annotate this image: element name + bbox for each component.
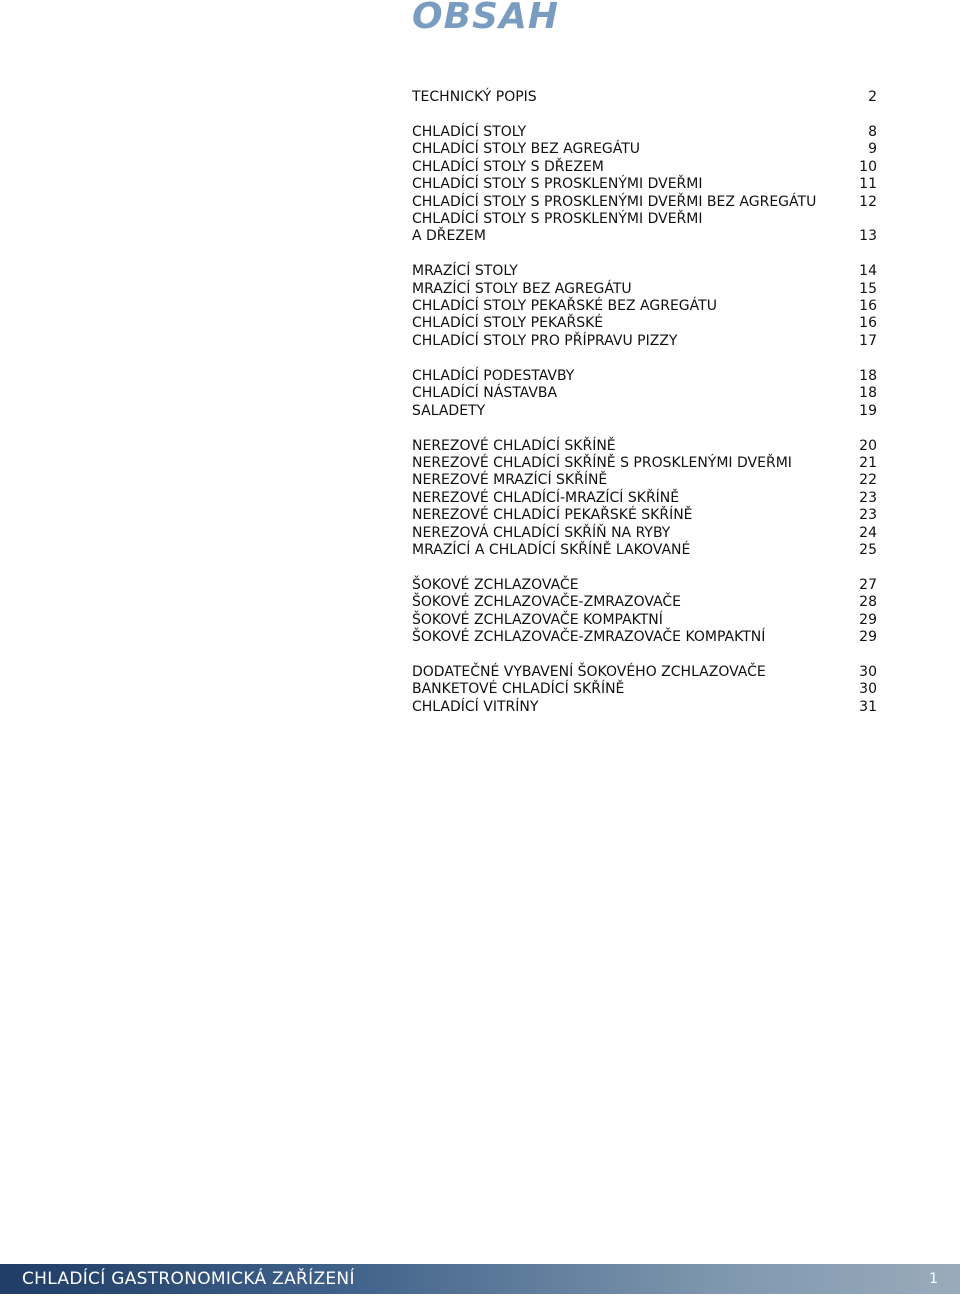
toc-entry-page: 17 bbox=[859, 332, 877, 349]
toc-entry[interactable] bbox=[412, 176, 877, 193]
toc-entry-page: 2 bbox=[868, 89, 877, 105]
toc-entry-title: CHLADÍCÍ STOLY PRO PŘÍPRAVU PIZZY bbox=[412, 332, 678, 349]
footer-bar bbox=[0, 1264, 960, 1294]
toc-entry-page: 16 bbox=[859, 315, 877, 332]
footer-page-number: 1 bbox=[929, 1271, 938, 1287]
toc-entry-title: NEREZOVÁ CHLADÍCÍ SKŘÍŇ NA RYBY bbox=[412, 524, 671, 541]
toc-entry[interactable] bbox=[412, 681, 877, 698]
toc-group bbox=[412, 368, 877, 420]
toc-entry[interactable] bbox=[412, 525, 877, 542]
toc-entry-title: DODATEČNÉ VYBAVENÍ ŠOKOVÉHO ZCHLAZOVAČE bbox=[412, 663, 766, 680]
toc-entry-title: MRAZÍCÍ STOLY bbox=[412, 263, 518, 280]
toc-entry-title: MRAZÍCÍ STOLY BEZ AGREGÁTU bbox=[412, 280, 632, 297]
toc-entry[interactable] bbox=[412, 699, 877, 716]
toc-entry[interactable] bbox=[412, 594, 877, 611]
toc-entry-title: NEREZOVÉ MRAZÍCÍ SKŘÍNĚ bbox=[412, 472, 608, 489]
toc-entry-title: CHLADÍCÍ NÁSTAVBA bbox=[412, 385, 558, 402]
toc-entry-page: 21 bbox=[859, 454, 877, 471]
toc-entry-page: 15 bbox=[859, 280, 877, 297]
toc-entry-title: SALADETY bbox=[412, 402, 486, 419]
toc-entry-page: 28 bbox=[859, 594, 877, 611]
toc-entry-page: 9 bbox=[868, 141, 877, 158]
toc-entry-title: CHLADÍCÍ VITRÍNY bbox=[412, 698, 539, 715]
toc-entry[interactable] bbox=[412, 281, 877, 298]
toc-entry[interactable] bbox=[412, 89, 877, 106]
toc-entry-title: MRAZÍCÍ A CHLADÍCÍ SKŘÍNĚ LAKOVANÉ bbox=[412, 541, 691, 558]
toc-entry[interactable] bbox=[412, 403, 877, 420]
toc-entry[interactable] bbox=[412, 472, 877, 489]
footer-title: CHLADÍCÍ GASTRONOMICKÁ ZAŘÍZENÍ bbox=[22, 1269, 355, 1289]
toc-entry-page: 24 bbox=[859, 524, 877, 541]
toc-entry[interactable] bbox=[412, 629, 877, 646]
toc-entry[interactable] bbox=[412, 438, 877, 455]
toc-entry-page: 14 bbox=[859, 263, 877, 280]
toc-entry-title: CHLADÍCÍ STOLY S DŘEZEM bbox=[412, 158, 604, 175]
toc-entry-title: NEREZOVÉ CHLADÍCÍ-MRAZÍCÍ SKŘÍNĚ bbox=[412, 489, 680, 506]
toc-entry[interactable] bbox=[412, 159, 877, 176]
toc-entry-title: ŠOKOVÉ ZCHLAZOVAČE-ZMRAZOVAČE bbox=[412, 594, 682, 611]
toc-entry[interactable] bbox=[412, 298, 877, 315]
toc-group bbox=[412, 89, 877, 106]
toc-entry[interactable] bbox=[412, 263, 877, 280]
toc-entry-page: 27 bbox=[859, 576, 877, 593]
toc-entry-page: 18 bbox=[859, 385, 877, 402]
toc-group bbox=[412, 438, 877, 560]
toc-entry-title: ŠOKOVÉ ZCHLAZOVAČE bbox=[412, 576, 579, 593]
toc-entry[interactable] bbox=[412, 490, 877, 507]
toc-entry-title: ŠOKOVÉ ZCHLAZOVAČE-ZMRAZOVAČE KOMPAKTNÍ bbox=[412, 629, 766, 646]
toc-entry-title: NEREZOVÉ CHLADÍCÍ SKŘÍNĚ bbox=[412, 437, 616, 454]
toc-entry-page: 18 bbox=[859, 367, 877, 384]
toc-entry-page: 16 bbox=[859, 298, 877, 315]
toc-entry-title: CHLADÍCÍ STOLY S PROSKLENÝMI DVEŘMI A DŘEZEM bbox=[412, 210, 703, 245]
toc-entry-page: 30 bbox=[859, 681, 877, 698]
toc-entry-title: CHLADÍCÍ PODESTAVBY bbox=[412, 367, 575, 384]
toc-entry-page: 11 bbox=[859, 176, 877, 193]
toc-entry-page: 29 bbox=[859, 629, 877, 646]
toc-entry[interactable] bbox=[412, 124, 877, 141]
toc-entry[interactable] bbox=[412, 455, 877, 472]
toc-entry-title: ŠOKOVÉ ZCHLAZOVAČE KOMPAKTNÍ bbox=[412, 611, 663, 628]
toc-entry-title: BANKETOVÉ CHLADÍCÍ SKŘÍNĚ bbox=[412, 681, 625, 698]
page-title: OBSAH bbox=[412, 0, 559, 37]
toc-entry[interactable] bbox=[412, 194, 877, 211]
toc-entry-title: NEREZOVÉ CHLADÍCÍ PEKAŘSKÉ SKŘÍNĚ bbox=[412, 507, 693, 524]
toc-entry-title: CHLADÍCÍ STOLY BEZ AGREGÁTU bbox=[412, 141, 641, 158]
toc-entry-title: CHLADÍCÍ STOLY S PROSKLENÝMI DVEŘMI bbox=[412, 176, 703, 193]
toc-entry-page: 8 bbox=[868, 123, 877, 140]
toc-group bbox=[412, 664, 877, 716]
toc-group bbox=[412, 124, 877, 246]
toc-entry-page: 10 bbox=[859, 158, 877, 175]
toc-group bbox=[412, 577, 877, 647]
toc-entry[interactable] bbox=[412, 542, 877, 559]
toc-entry-page: 20 bbox=[859, 437, 877, 454]
toc-group bbox=[412, 263, 877, 350]
toc-entry[interactable] bbox=[412, 315, 877, 332]
toc-entry[interactable] bbox=[412, 612, 877, 629]
toc-entry-title: CHLADÍCÍ STOLY PEKAŘSKÉ bbox=[412, 315, 604, 332]
toc-entry[interactable] bbox=[412, 577, 877, 594]
toc-entry-title: CHLADÍCÍ STOLY PEKAŘSKÉ BEZ AGREGÁTU bbox=[412, 298, 717, 315]
toc-entry[interactable] bbox=[412, 385, 877, 402]
toc-entry-page: 19 bbox=[859, 402, 877, 419]
toc-entry-page: 25 bbox=[859, 541, 877, 558]
toc-entry[interactable] bbox=[412, 333, 877, 350]
table-of-contents bbox=[412, 89, 877, 734]
toc-entry-page: 23 bbox=[859, 489, 877, 506]
toc-entry-title: CHLADÍCÍ STOLY S PROSKLENÝMI DVEŘMI BEZ AGREGÁTU bbox=[412, 193, 817, 210]
toc-entry[interactable] bbox=[412, 211, 877, 246]
toc-entry[interactable] bbox=[412, 507, 877, 524]
toc-entry-title: NEREZOVÉ CHLADÍCÍ SKŘÍNĚ S PROSKLENÝMI DVEŘMI bbox=[412, 454, 792, 471]
toc-entry-page: 23 bbox=[859, 507, 877, 524]
toc-entry-page: 22 bbox=[859, 472, 877, 489]
toc-entry[interactable] bbox=[412, 368, 877, 385]
toc-entry-page: 30 bbox=[859, 663, 877, 680]
toc-entry-title: CHLADÍCÍ STOLY bbox=[412, 123, 527, 140]
toc-entry[interactable] bbox=[412, 141, 877, 158]
toc-entry-page: 29 bbox=[859, 611, 877, 628]
toc-entry-page: 12 bbox=[859, 193, 877, 210]
toc-entry-page: 31 bbox=[859, 698, 877, 715]
toc-entry-page: 13 bbox=[859, 228, 877, 245]
toc-entry[interactable] bbox=[412, 664, 877, 681]
toc-entry-title: TECHNICKÝ POPIS bbox=[412, 89, 537, 105]
